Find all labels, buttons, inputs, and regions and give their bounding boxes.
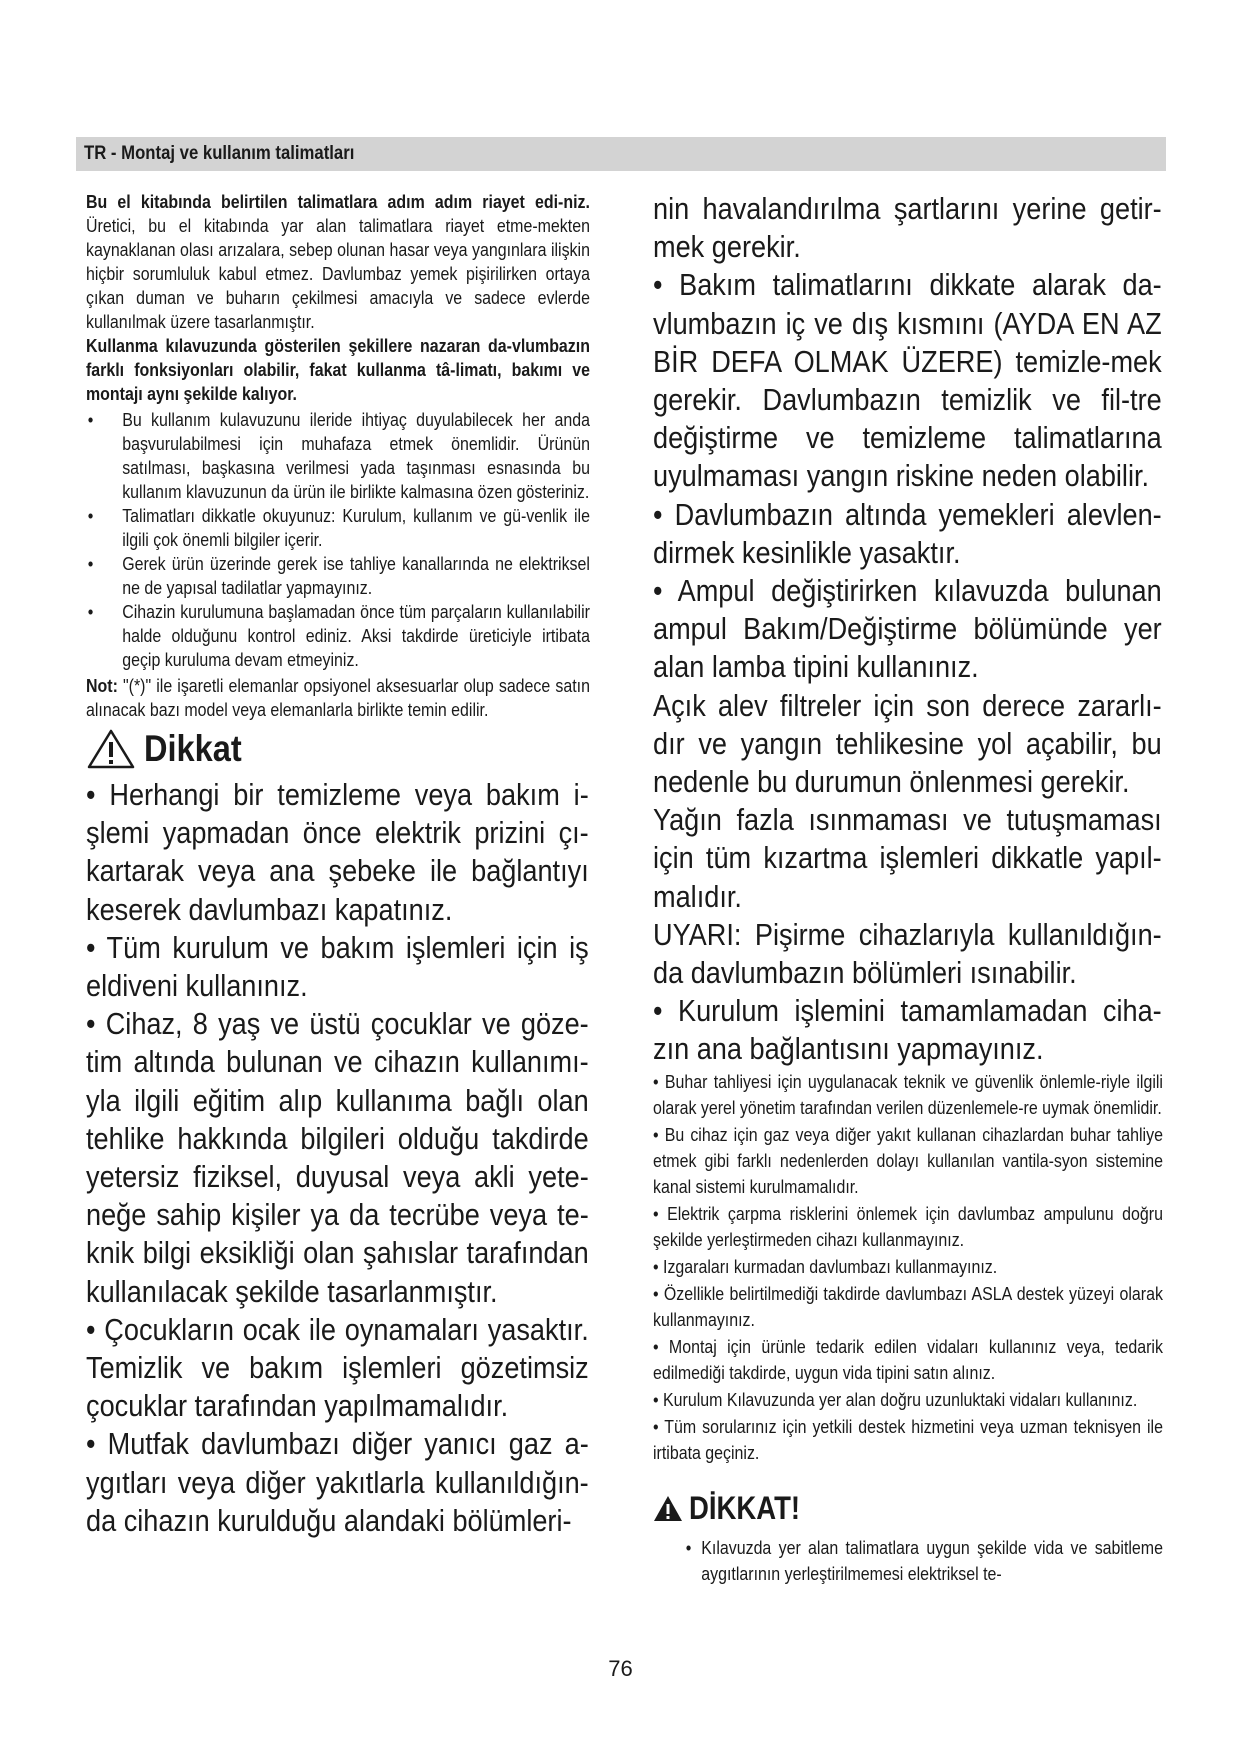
left-column [86,190,590,1540]
warning-paragraph: • Herhangi bir temizleme veya bakım i-şlemi yapmadan önce elektrik prizini çı-kartarak veya ana şebeke ile bağlantıyı keserek davlumbazı kapatınız. [86,777,589,927]
right-warnings-block [653,190,1162,1069]
small-paragraph: • Kurulum Kılavuzunda yer alan doğru uzunluktaki vidaları kullanınız. [653,1388,1138,1410]
small-paragraph: • Montaj için ürünle tedarik edilen vidaları kullanınız veya, tedarik edilmediği takdirde, uygun vida tipini satın alınız. [653,1335,1163,1383]
small-paragraph: • Izgaraları kurmadan davlumbazı kullanmayınız. [653,1255,998,1277]
note-text: "(*)" ile işaretli elemanlar opsiyonel aksesuarlar olup sadece satın alınacak bazı model veya elemanlarla birlikte temin edilir. [86,675,590,720]
warning-paragraph: • Kurulum işlemini tamamlamadan ciha-zın ana bağlantısını yapmayınız. [653,993,1162,1067]
warning-paragraph: • Bakım talimatlarını dikkate alarak da-vlumbazın iç ve dış kısmını (AYDA EN AZ BİR DEFA OLMAK ÜZERE) temizle-mek gerekir. Davlumbazın temizlik ve fil-tre değiştirme ve temizleme talimatlarına uyulmaması yangın riskine neden olabilir. [653,267,1162,494]
warning-paragraph: Yağın fazla ısınmaması ve tutuşmaması için tüm kızartma işlemleri dikkatle yapıl-malıdır. [653,802,1162,914]
intro-bold-2: Kullanma kılavuzunda gösterilen şekillere nazaran da-vlumbazın farklı fonksiyonları olabilir, fakat kullanma tâ-limatı, bakımı ve montajı aynı şekilde kalıyor. [86,335,590,404]
section-header-title: TR - Montaj ve kullanım talimatları [84,143,355,164]
right-column [653,190,1163,1587]
dikkat2-heading [653,1490,1163,1527]
page-number: 76 [608,1656,633,1681]
note-label: Not: [86,675,118,696]
left-warnings-block [86,776,589,1540]
small-paragraph: • Buhar tahliyesi için uygulanacak teknik ve güvenlik önlemle-riyle ilgili olarak yerel yönetim tarafından verilen düzenlemele-re uymak önemlidir. [653,1070,1163,1118]
warning-filled-icon [653,1495,683,1522]
small-paragraph: • Elektrik çarpma risklerini önlemek için davlumbaz ampulunu doğru şekilde yerleştirmeden cihazı kullanmayınız. [653,1202,1163,1250]
small-paragraph: • Tüm sorularınız için yetkili destek hizmetini veya uzman teknisyen ile irtibata geçiniz. [653,1415,1163,1463]
warning-paragraph: • Ampul değiştirirken kılavuzda bulunan ampul Bakım/Değiştirme bölümünde yer alan lamba tipini kullanınız. [653,573,1162,685]
warning-paragraph: Açık alev filtreler için son derece zararlı-dır ve yangın tehlikesine yol açabilir, bu nedenle bu durumun önlenmesi gerekir. [653,687,1162,800]
intro-block [86,190,590,722]
warning-paragraph: UYARI: Pişirme cihazlarıyla kullanıldığın-da davlumbazın bölümleri ısınabilir. [653,916,1162,991]
warning-outline-icon [86,728,136,770]
dikkat2-bullet: • Kılavuzda yer alan talimatlara uygun şekilde vida ve sabitleme aygıtlarının yerleştirilmemesi elektriksel te- [653,1535,1163,1587]
intro-bullet: • Bu kullanım kulavuzunu ileride ihtiyaç duyulabilecek her anda başvurulabilmesi için muhafaza etmek önemlidir. Ürünün satılması, başkasına verilmesi yada taşınması esnasında bu kullanım klavuzunun da ürün ile birlikte kalmasına özen gösteriniz. [86,408,590,504]
dikkat2-title: DİKKAT! [689,1489,801,1526]
intro-bullet: • Cihazin kurulumuna başlamadan önce tüm parçaların kullanılabilir halde olduğunu kontrol ediniz. Aksi takdirde üreticiyle irtibata geçip kuruluma devam etmeyiniz. [86,600,590,672]
warning-paragraph: • Cihaz, 8 yaş ve üstü çocuklar ve göze-tim altında bulunan ve cihazın kullanımı-yla ilgili eğitim alıp kullanıma bağlı olan tehlike hakkında bilgileri olduğu takdirde yetersiz fiziksel, duyusal veya akli yete-neğe sahip kişiler ya da tecrübe veya te-knik bilgi eksikliği olan şahıslar tarafından kullanılacak şekilde tasarlanmıştır. [86,1006,589,1309]
warning-paragraph: • Çocukların ocak ile oynamaları yasaktır. Temizlik ve bakım işlemleri gözetimsiz çocuklar tarafından yapılmamalıdır. [86,1311,589,1424]
small-paragraph: • Özellikle belirtilmediği takdirde davlumbazı ASLA destek yüzeyi olarak kullanmayınız. [653,1282,1163,1330]
dikkat-heading [86,728,590,770]
warning-paragraph: nin havalandırılma şartlarını yerine getir-mek gerekir. [653,191,1162,265]
dikkat-title: Dikkat [144,728,242,769]
dikkat2-bullet-list [653,1535,1163,1587]
small-paragraph: • Bu cihaz için gaz veya diğer yakıt kullanan cihazlardan buhar tahliye etmek gibi farklı nedenlerden dolayı kullanılan vantila-syon sistemine kanal sistemi kurulmamalıdır. [653,1123,1163,1197]
intro-paragraph [86,190,590,334]
warning-paragraph: • Davlumbazın altında yemekleri alevlen-dirmek kesinlikle yasaktır. [653,496,1162,570]
intro-bullet: • Gerek ürün üzerinde gerek ise tahliye kanallarında ne elektriksel ne de yapısal tadilatlar yapmayınız. [86,552,590,600]
right-small-block [653,1069,1163,1466]
section-header-bar [76,137,1166,171]
intro-bold-1: Bu el kitabında belirtilen talimatlara adım adım riayet edi-niz. [86,191,590,212]
warning-paragraph: • Mutfak davlumbazı diğer yanıcı gaz a-ygıtları veya diğer yakıtlarla kullanıldığın-da cihazın kurulduğu alandaki bölümleri- [86,1426,589,1538]
intro-bullet-list [86,408,590,672]
intro-text-1: Üretici, bu el kitabında yar alan talimatlara riayet etme-mekten kaynaklanan olası arızalara, sebep olunan hasar veya yangınlara ilişkin hiçbir sorumluluk kabul etmez. Davlumbaz yemek pişirilirken ortaya çıkan duman ve buharın çekilmesi amacıyla ve sadece evlerde kullanılmak üzere tasarlanmıştır. [86,215,590,332]
warning-paragraph: • Tüm kurulum ve bakım işlemleri için iş eldiveni kullanınız. [86,929,589,1004]
intro-bullet: • Talimatları dikkatle okuyunuz: Kurulum, kullanım ve gü-venlik ile ilgili çok önemli bilgiler içerir. [86,504,590,552]
note-paragraph [86,674,590,722]
